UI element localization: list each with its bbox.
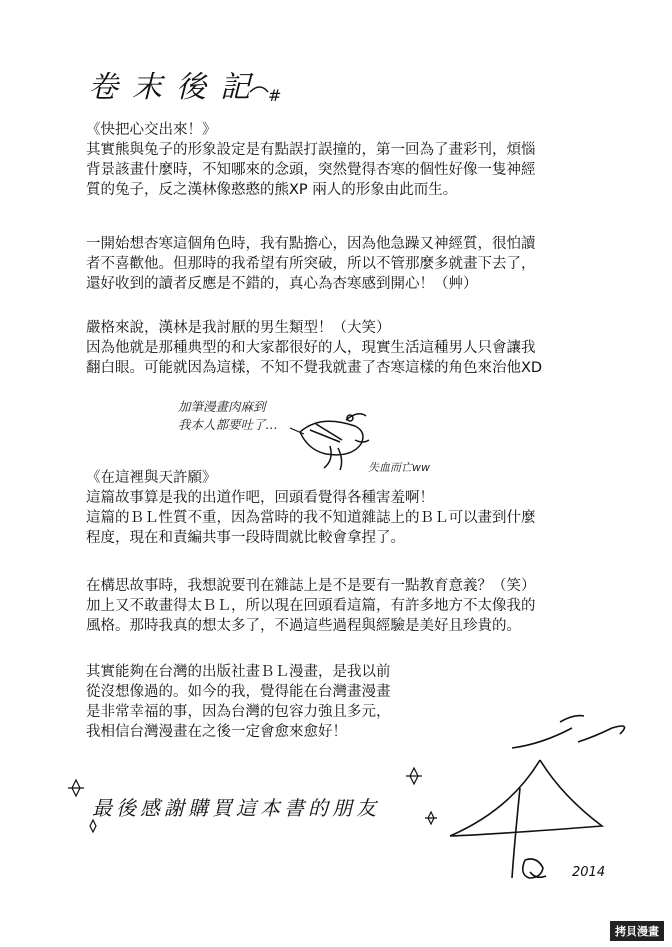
side-note-line: 我本人都要吐了… bbox=[178, 417, 279, 432]
section-2-paragraph-3 bbox=[86, 662, 606, 742]
text-line: 其實熊與兔子的形象設定是有點誤打誤撞的，第一回為了畫彩刊，煩惱 bbox=[86, 142, 536, 158]
text-line: 程度，現在和責編共事一段時間就比較會拿捏了。 bbox=[86, 530, 405, 546]
text-line: 一開始想杏寒這個角色時，我有點擔心，因為他急躁又神經質，很怕讀 bbox=[86, 236, 536, 252]
text-line: 是非常幸福的事，因為台灣的包容力強且多元， bbox=[86, 704, 391, 720]
side-note-sub: 失血而亡ww bbox=[368, 461, 430, 474]
title-mark: # bbox=[268, 86, 282, 105]
fainting-rabbit-doodle-icon bbox=[300, 414, 369, 470]
section-1-paragraph-3 bbox=[86, 318, 606, 378]
text-line: 還好收到的讀者反應是不錯的，真心為杏寒感到開心！（艸） bbox=[86, 276, 478, 292]
text-line: 因為他就是那種典型的和大家都很好的人，現實生活這種男人只會讓我 bbox=[86, 340, 536, 356]
text-line: 質的兔子，反之漢林像憨憨的熊XP 兩人的形象由此而生。 bbox=[86, 182, 458, 198]
signature-year: 2014 bbox=[572, 865, 606, 880]
text-line: 風格。那時我真的想太多了，不過這些過程與經驗是美好且珍貴的。 bbox=[86, 618, 521, 634]
side-note bbox=[178, 398, 278, 434]
text-line: 這篇的ＢＬ性質不重，因為當時的我不知道雜誌上的ＢＬ可以畫到什麼 bbox=[86, 510, 536, 526]
side-note-line: 加筆漫畫肉麻到 bbox=[178, 399, 266, 414]
text-line: 翻白眼。可能就因為這樣，不知不覺我就畫了杏寒這樣的角色來治他XD bbox=[86, 360, 543, 376]
text-line: 我相信台灣漫畫在之後一定會愈來愈好！ bbox=[86, 724, 347, 740]
text-line: 從沒想像過的。如今的我，覺得能在台灣畫漫畫 bbox=[86, 684, 391, 700]
watermark: 拷貝漫畫 bbox=[610, 921, 664, 941]
thanks-message: 最後感謝購買這本書的朋友 bbox=[92, 796, 380, 820]
section-heading: 《在這裡與天許願》 bbox=[86, 470, 217, 486]
section-heading: 《快把心交出來！》 bbox=[86, 122, 217, 138]
text-line: 在構思故事時，我想說要刊在雜誌上是不是要有一點教育意義？（笑） bbox=[86, 578, 536, 594]
section-2-paragraph-2 bbox=[86, 576, 606, 636]
text-line: 嚴格來說，漢林是我討厭的男生類型！（大笑） bbox=[86, 320, 391, 336]
text-line: 加上又不敢畫得太ＢＬ，所以現在回頭看這篇，有許多地方不太像我的 bbox=[86, 598, 536, 614]
text-line: 這篇故事算是我的出道作吧，回頭看覺得各種害羞啊！ bbox=[86, 490, 434, 506]
text-line: 背景該畫什麼時，不知哪來的念頭，突然覺得杏寒的個性好像一隻神經 bbox=[86, 162, 536, 178]
text-line: 者不喜歡他。但那時的我希望有所突破，所以不管那麼多就畫下去了， bbox=[86, 256, 536, 272]
section-1 bbox=[86, 120, 606, 200]
section-2 bbox=[86, 468, 606, 548]
page-title: 卷末後記 bbox=[88, 70, 264, 105]
text-line: 其實能夠在台灣的出版社畫ＢＬ漫畫，是我以前 bbox=[86, 664, 391, 680]
section-1-paragraph-2 bbox=[86, 234, 606, 294]
